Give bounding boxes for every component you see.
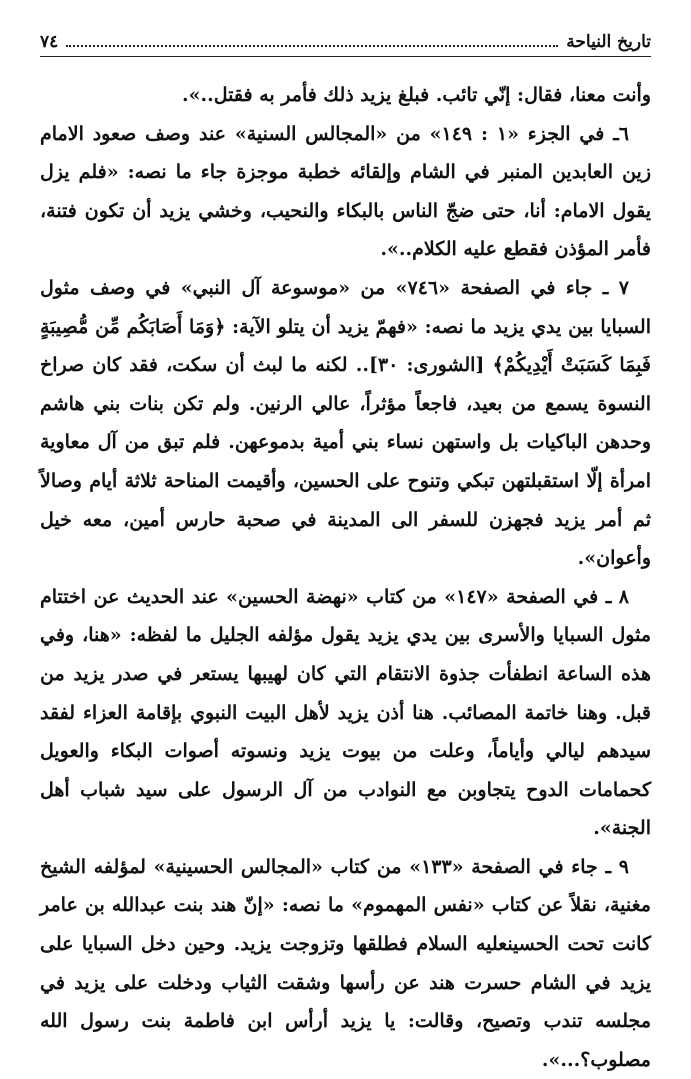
page-body bbox=[40, 76, 651, 1079]
paragraph-item-9: ٩ ـ جاء في الصفحة «١٣٣» من كتاب «المجالس الحسينية» لمؤلفه الشيخ مغنية، نقلاً عن كتاب «نفس المهموم» ما نصه: «إنّ هند بنت عبدالله بن عامر كانت تحت الحسينعليه السلام فطلقها وتزوجت يزيد. وحين دخل السبايا على يزيد في الشام حسرت هند عن رأسها وشقت الثياب ودخلت على يزيد في مجلسه تندب وتصيح، وقالت: يا يزيد أرأس ابن فاطمة بنت رسول الله مصلوب؟...». bbox=[40, 855, 651, 1071]
paragraph-item-8: ٨ ـ في الصفحة «١٤٧» من كتاب «نهضة الحسين» عند الحديث عن اختتام مثول السبايا والأسرى بين يدي يزيد يقول مؤلفه الجليل ما لفظه: «هنا، وفي هذه الساعة انطفأت جذوة الانتقام التي كان لهيبها يستعر في صدر يزيد من قبل. وهنا خاتمة المصائب. هنا أذن يزيد لأهل البيت النبوي بإقامة العزاء لفقد سيدهم ليالي وأياماً، وعلت من بيوت يزيد ونسوته أصوات البكاء والعويل كحمامات الدوح يتجاوبن مع النوادب من آل الرسول على سيد شباب أهل الجنة». bbox=[40, 585, 651, 840]
running-title: تاريخ النياحة bbox=[566, 32, 651, 52]
header-leader-dots bbox=[66, 45, 558, 47]
paragraph-item-6: ٦ـ في الجزء «١ : ١٤٩» من «المجالس السنية» عند وصف صعود الامام زين العابدين المنبر في الشام وإلقائه خطبة موجزة جاء ما نصه: «فلم يزل يقول الامام: أنا، حتى ضجّ الناس بالبكاء والنحيب، وخشي يزيد أن تكون فتنة، فأمر المؤذن فقطع عليه الكلام..». bbox=[40, 122, 651, 261]
paragraph-item-7: ٧ ـ جاء في الصفحة «٧٤٦» من «موسوعة آل النبي» في وصف مثول السبايا بين يدي يزيد ما نصه: «فهمّ يزيد أن يتلو الآية: ﴿وَمَا أَصَابَكُم مِّن مُّصِيبَةٍ فَبِمَا كَسَبَتْ أَيْدِيكُمْ﴾ [الشورى: ٣٠].. لكنه ما لبث أن سكت، فقد كان صراخ النسوة يسمع من بعيد، فاجعاً مؤثراً، عالي الرنين. ولم تكن بنات بني هاشم وحدهن الباكيات بل واستهن نساء بني أمية بدموعهن. فلم تبق من آل معاوية امرأة إلّا استقبلتهن تبكي وتنوح على الحسين، وأقيمت المناحة ثلاثة أيام وصالاً ثم أمر يزيد فجهزن للسفر الى المدينة في صحبة حارس أمين، معه خيل وأعوان». bbox=[40, 276, 652, 570]
paragraph-continuation: وأنت معنا، فقال: إنّي تائب. فبلغ يزيد ذلك فأمر به فقتل..». bbox=[182, 84, 651, 106]
running-header bbox=[40, 30, 651, 54]
header-rule bbox=[40, 56, 651, 57]
page-number: ٧٤ bbox=[40, 32, 59, 52]
